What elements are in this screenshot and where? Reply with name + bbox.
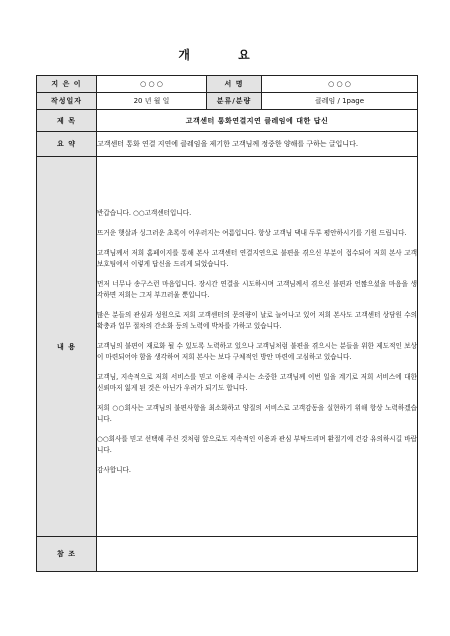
summary-table bbox=[36, 75, 418, 572]
content-paragraph: ○○회사를 믿고 선택해 주신 것처럼 앞으로도 지속적인 이용과 관심 부탁드리며 환절기에 건강 유의하시길 바랍니다. bbox=[97, 435, 417, 454]
signature-value: ○ ○ ○ bbox=[262, 76, 418, 93]
category-label: 분류/분량 bbox=[207, 93, 262, 110]
document-title: 개 요 bbox=[178, 48, 272, 62]
content-paragraph: 감사합니다. bbox=[97, 466, 131, 474]
subject-row bbox=[37, 110, 418, 132]
content-row bbox=[37, 157, 418, 537]
content-paragraph: 뜨거운 햇살과 싱그러운 초록이 어우러지는 여름입니다. 항상 고객님 댁내 두루 평안하시기를 기원 드립니다. bbox=[97, 229, 407, 237]
content-paragraph: 많은 분들의 관심과 성원으로 저희 고객센터의 문의량이 날로 늘어나고 있어 저희 본사도 고객센터 상담원 수의 확충과 업무 절차의 간소화 등의 노력에 박차를 가하고 있습니다. bbox=[97, 311, 417, 330]
reference-label: 참 조 bbox=[37, 537, 97, 572]
summary-value: 고객센터 통화 연결 지연에 클레임을 제기한 고객님께 정중한 양해를 구하는 글입니다. bbox=[97, 132, 418, 157]
category-value: 클레임 / 1page bbox=[262, 93, 418, 110]
date-label: 작성일자 bbox=[37, 93, 97, 110]
subject-label: 제 목 bbox=[37, 110, 97, 132]
subject-value: 고객센터 통화연결지연 클레임에 대한 답신 bbox=[97, 110, 418, 132]
content-paragraph: 반갑습니다. ○○고객센터입니다. bbox=[97, 209, 192, 217]
summary-label: 요 약 bbox=[37, 132, 97, 157]
content-paragraph: 고객님, 지속적으로 저희 서비스를 믿고 이용해 주시는 소중한 고객님께 이번 일을 계기로 저희 서비스에 대한 신뢰마저 잃게 된 것은 아닌가 우려가 되기도 합니다. bbox=[97, 373, 417, 392]
author-row bbox=[37, 76, 418, 93]
date-row bbox=[37, 93, 418, 110]
content-label: 내 용 bbox=[37, 157, 97, 537]
author-label: 지 은 이 bbox=[37, 76, 97, 93]
author-value: ○ ○ ○ bbox=[97, 76, 207, 93]
date-value: 20 년 월 일 bbox=[97, 93, 207, 110]
content-paragraph: 저희 ○○회사는 고객님의 불편사항을 최소화하고 양질의 서비스로 고객감동을 실현하기 위해 항상 노력하겠습니다. bbox=[97, 404, 417, 423]
signature-label: 서 명 bbox=[207, 76, 262, 93]
summary-row bbox=[37, 132, 418, 157]
reference-row bbox=[37, 537, 418, 572]
content-paragraph: 고객님께서 저희 홈페이지를 통해 본사 고객센터 연결지연으로 불편을 겪으신 부분이 접수되어 저희 본사 고객보호팀에서 이렇게 답신을 드리게 되었습니다. bbox=[97, 249, 417, 268]
reference-value bbox=[97, 537, 418, 572]
content-paragraph: 고객님의 불편이 재로화 될 수 있도록 노력하고 있으나 고객님처럼 불편을 겪으시는 분들을 위한 제도적인 보상이 마련되어야 함을 생각하여 저희 본사는 보다 구체적인 방안 마련에 고심하고 있습니다. bbox=[97, 342, 417, 361]
content-body bbox=[97, 157, 418, 537]
content-paragraph: 먼저 너무나 송구스런 마음입니다. 장시간 연결을 시도하시며 고객님께서 겪으신 불편과 언짢으셨을 마음을 생각하면 저희는 그저 부끄러울 뿐입니다. bbox=[97, 280, 417, 299]
